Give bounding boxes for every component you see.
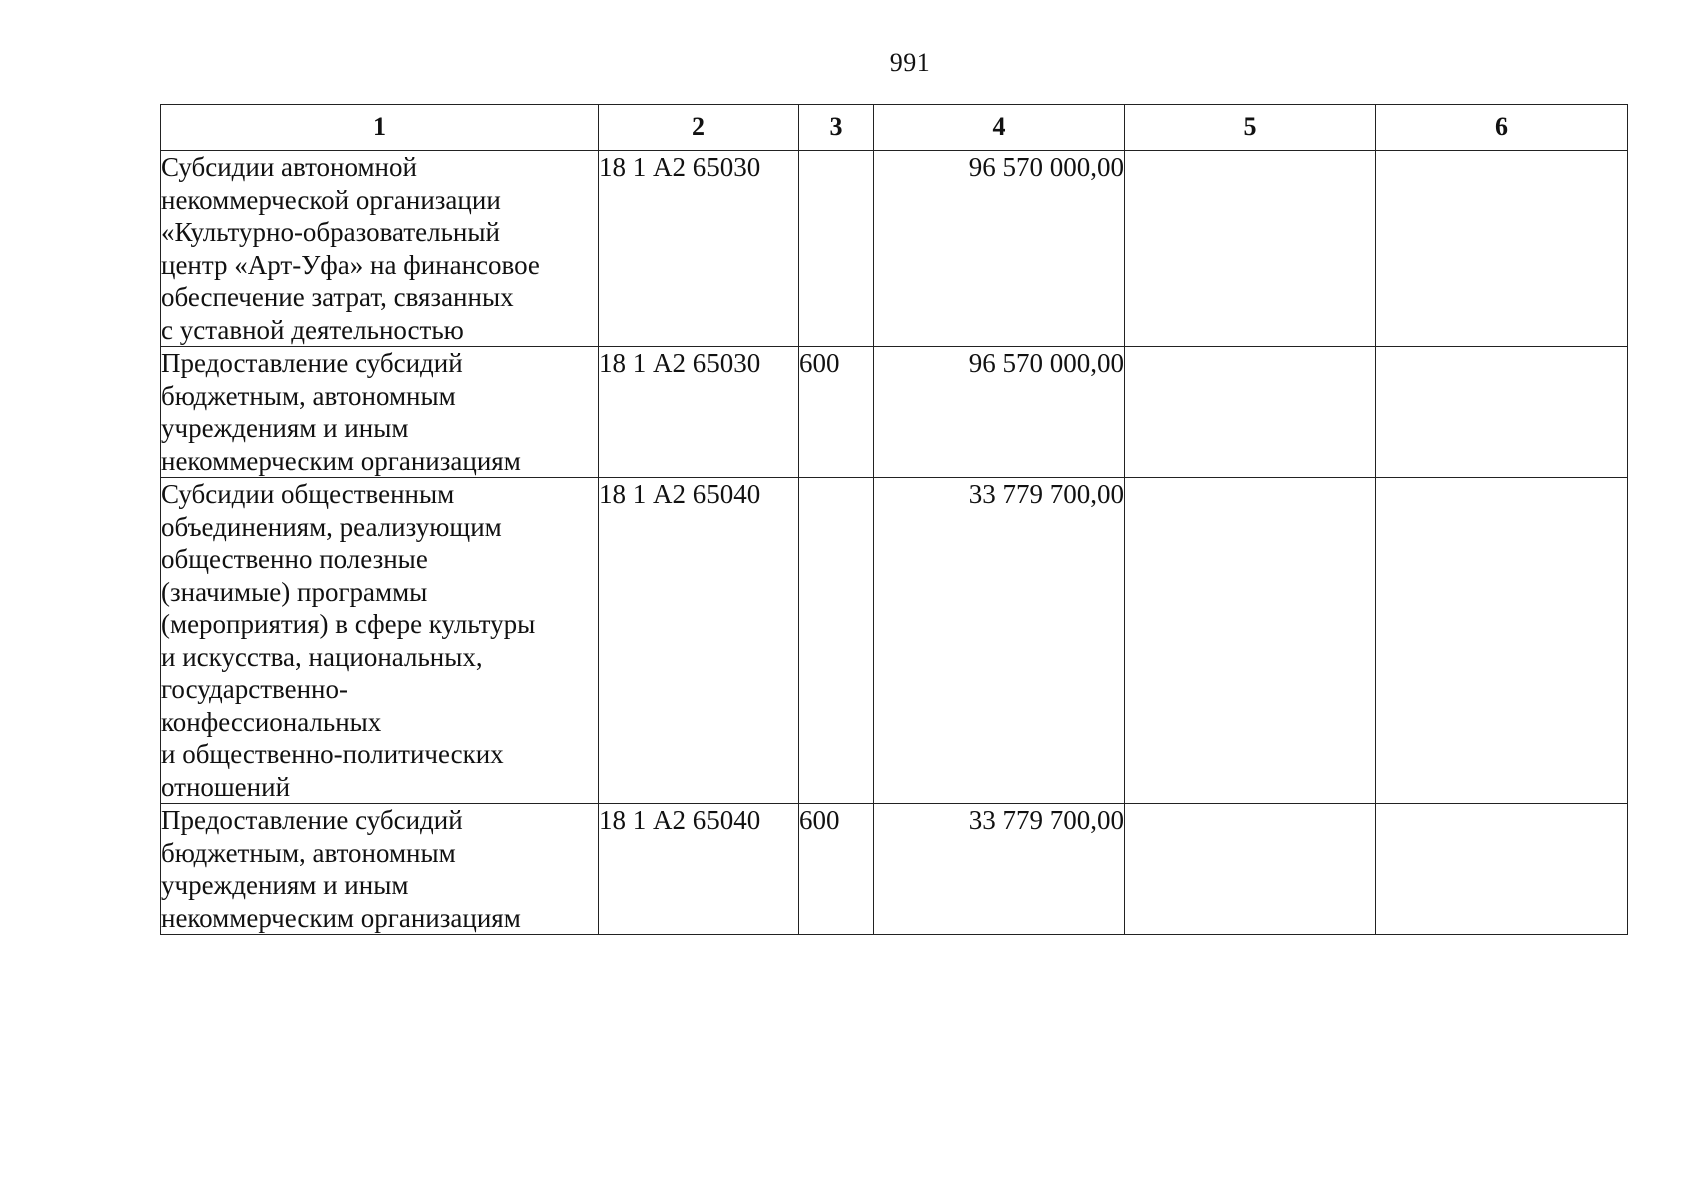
name-line: (мероприятия) в сфере культуры [161, 609, 536, 639]
name-line: некоммерческой организации [161, 184, 501, 215]
row-amount-cell: 96 570 000,00 [874, 151, 1125, 347]
name-line: (значимые) программы [161, 576, 428, 607]
row-name-cell [161, 151, 599, 347]
row-code-cell: 18 1 А2 65030 [599, 347, 799, 478]
name-line: учреждениям и иным [161, 413, 409, 443]
row-name-cell [161, 804, 599, 935]
header-col-1: 1 [161, 105, 599, 151]
table-row [161, 151, 1628, 347]
name-line: некоммерческим организациям [161, 445, 521, 476]
name-line: общественно полезные [161, 544, 428, 574]
row-col6-cell [1376, 347, 1628, 478]
page-number: 991 [889, 48, 931, 77]
name-line: Предоставление субсидий [161, 805, 463, 835]
row-amount-cell: 96 570 000,00 [874, 347, 1125, 478]
name-line: Предоставление субсидий [161, 348, 463, 378]
header-col-3: 3 [799, 105, 874, 151]
row-col5-cell [1125, 478, 1376, 804]
header-col-5: 5 [1125, 105, 1376, 151]
table-row [161, 347, 1628, 478]
row-amount-cell: 33 779 700,00 [874, 478, 1125, 804]
name-line: бюджетным, автономным [161, 837, 456, 868]
row-col6-cell [1376, 804, 1628, 935]
header-col-2: 2 [599, 105, 799, 151]
name-line: Субсидии автономной [161, 152, 417, 182]
row-col6-cell [1376, 478, 1628, 804]
name-line: центр «Арт-Уфа» на финансовое [161, 249, 540, 280]
row-name-cell [161, 347, 599, 478]
name-line: «Культурно-образовательный [161, 217, 500, 247]
name-line: объединениям, реализующим [161, 511, 502, 542]
name-line: с уставной деятельностью [161, 314, 464, 345]
table-row [161, 804, 1628, 935]
name-line: некоммерческим организациям [161, 902, 521, 933]
name-line: государственно- [161, 674, 348, 704]
header-row [161, 105, 1628, 151]
name-line: учреждениям и иным [161, 870, 409, 900]
name-line: отношений [161, 771, 291, 802]
row-code-cell: 18 1 А2 65030 [599, 151, 799, 347]
row-type-cell: 600 [799, 804, 874, 935]
row-type-cell [799, 478, 874, 804]
name-line: Субсидии общественным [161, 479, 455, 509]
name-line: и искусства, национальных, [161, 641, 483, 672]
name-line: и общественно-политических [161, 739, 504, 769]
name-line: конфессиональных [161, 706, 382, 737]
row-col5-cell [1125, 151, 1376, 347]
row-col5-cell [1125, 347, 1376, 478]
row-col6-cell [1376, 151, 1628, 347]
header-col-4: 4 [874, 105, 1125, 151]
name-line: бюджетным, автономным [161, 380, 456, 411]
budget-table [160, 104, 1628, 935]
row-code-cell: 18 1 А2 65040 [599, 804, 799, 935]
header-col-6: 6 [1376, 105, 1628, 151]
table-row [161, 478, 1628, 804]
row-name-cell [161, 478, 599, 804]
row-type-cell [799, 151, 874, 347]
row-type-cell: 600 [799, 347, 874, 478]
row-code-cell: 18 1 А2 65040 [599, 478, 799, 804]
name-line: обеспечение затрат, связанных [161, 282, 514, 312]
row-amount-cell: 33 779 700,00 [874, 804, 1125, 935]
row-col5-cell [1125, 804, 1376, 935]
